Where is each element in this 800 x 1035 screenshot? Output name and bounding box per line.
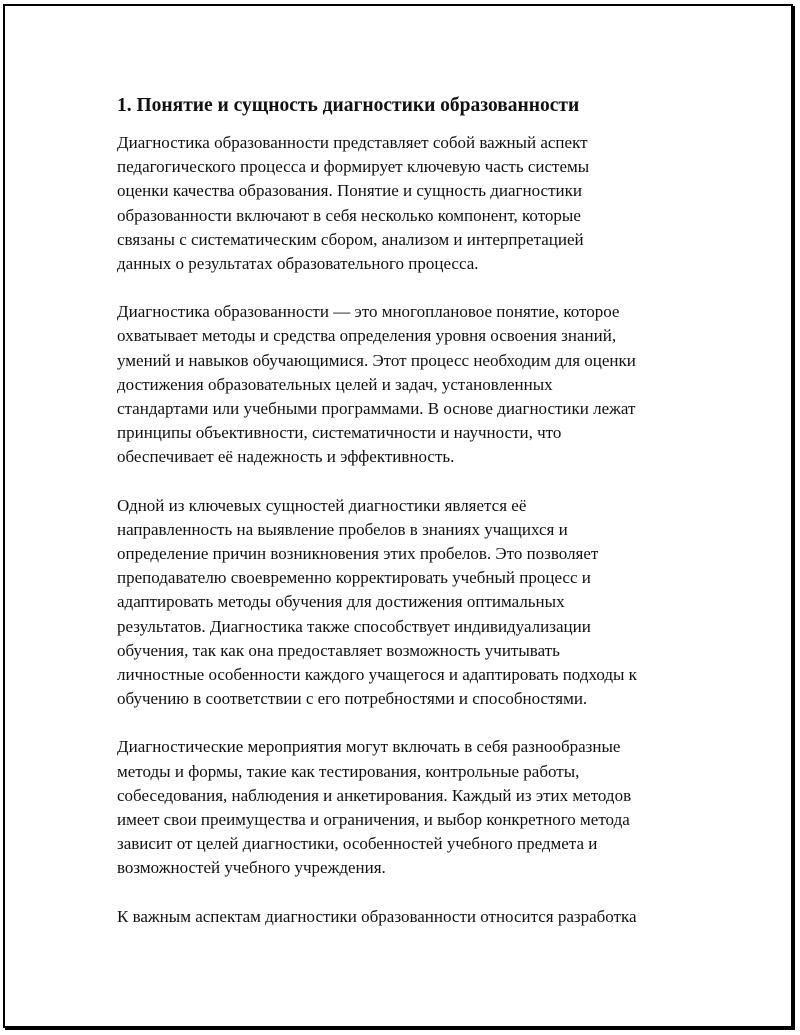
- text-line: образованности включают в себя несколько компонент, которые: [117, 205, 581, 225]
- text-line: зависит от целей диагностики, особенностей учебного предмета и: [117, 834, 598, 854]
- text-line: Одной из ключевых сущностей диагностики является её: [117, 495, 527, 515]
- text-line: методы и формы, такие как тестирования, контрольные работы,: [117, 761, 580, 781]
- text-line: умений и навыков обучающимися. Этот процесс необходим для оценки: [117, 350, 636, 370]
- paragraph-2: [117, 300, 687, 469]
- paragraph-4: [117, 735, 687, 880]
- text-line: К важным аспектам диагностики образованности относится разработка: [117, 906, 637, 926]
- text-line: Диагностические мероприятия могут включать в себя разнообразные: [117, 737, 621, 757]
- text-line: связаны с систематическим сбором, анализом и интерпретацией: [117, 229, 584, 249]
- text-line: Диагностика образованности представляет собой важный аспект: [117, 133, 588, 152]
- text-line: данных о результатах образовательного процесса.: [117, 254, 479, 274]
- text-line: преподавателю своевременно корректировать учебный процесс и: [117, 568, 591, 588]
- paragraph-1: [117, 131, 687, 276]
- document-body: [117, 94, 687, 953]
- text-line: стандартами или учебными программами. В основе диагностики лежат: [117, 399, 636, 419]
- text-line: принципы объективности, систематичности и научности, что: [117, 423, 562, 443]
- text-line: адаптировать методы обучения для достижения оптимальных: [117, 592, 565, 612]
- text-line: достижения образовательных целей и задач, установленных: [117, 374, 553, 394]
- text-line: обучения, так как она предоставляет возможность учитывать: [117, 640, 560, 660]
- text-line: направленность на выявление пробелов в знаниях учащихся и: [117, 519, 568, 539]
- text-line: обучению в соответствии с его потребностями и способностями.: [117, 689, 588, 709]
- text-line: Диагностика образованности — это многоплановое понятие, которое: [117, 302, 620, 322]
- text-line: личностные особенности каждого учащегося и адаптировать подходы к: [117, 665, 637, 685]
- paragraph-5: [117, 905, 687, 929]
- text-line: собеседования, наблюдения и анкетирования. Каждый из этих методов: [117, 785, 632, 805]
- text-line: возможностей учебного учреждения.: [117, 858, 386, 878]
- text-line: обеспечивает её надежность и эффективность.: [117, 447, 455, 467]
- text-line: оценки качества образования. Понятие и сущность диагностики: [117, 181, 582, 201]
- text-line: определение причин возникновения этих пробелов. Это позволяет: [117, 544, 599, 564]
- section-heading: 1. Понятие и сущность диагностики образованности: [117, 95, 580, 116]
- text-line: результатов. Диагностика также способствует индивидуализации: [117, 616, 591, 636]
- text-line: имеет свои преимущества и ограничения, и выбор конкретного метода: [117, 810, 630, 830]
- text-line: педагогического процесса и формирует ключевую часть системы: [117, 157, 590, 177]
- paragraph-3: [117, 494, 687, 712]
- text-line: охватывает методы и средства определения уровня освоения знаний,: [117, 326, 617, 346]
